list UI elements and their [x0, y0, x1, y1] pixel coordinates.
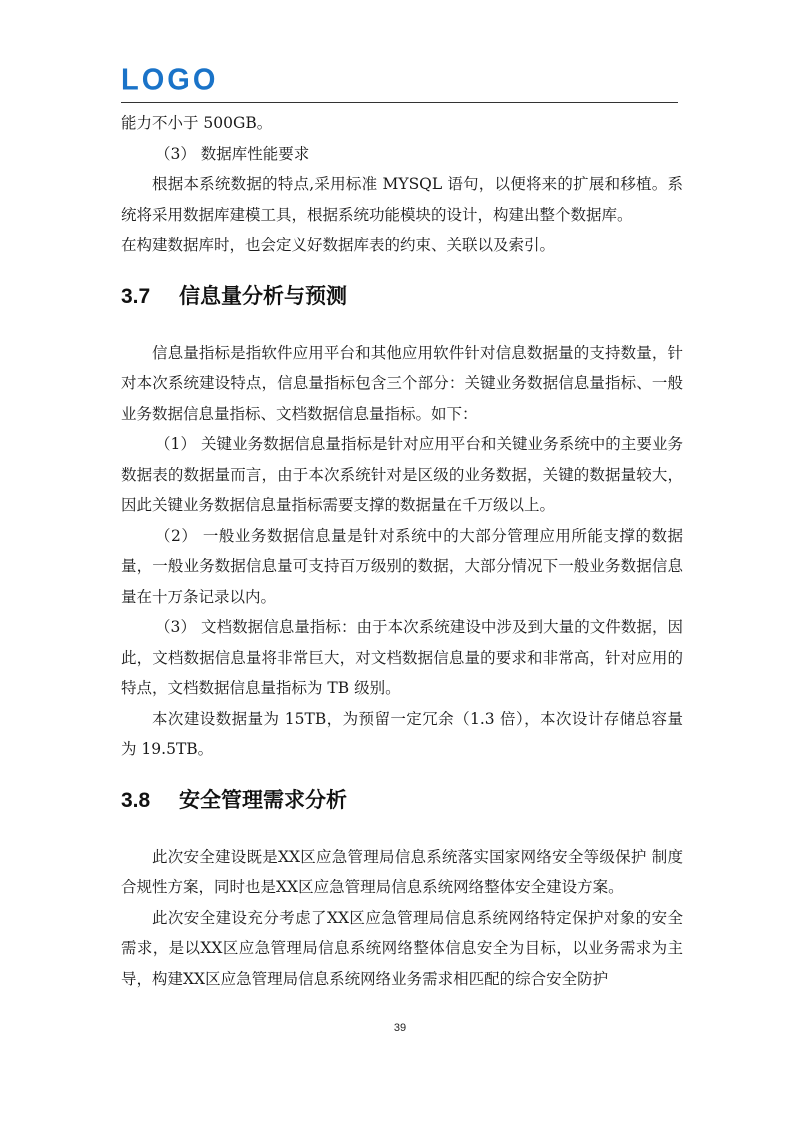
- section-heading-3-7: [121, 283, 683, 311]
- header-divider: [121, 102, 678, 103]
- logo: LOGO: [121, 63, 219, 97]
- paragraph-db-features: 根据本系统数据的特点,采用标准 MYSQL 语句，以便将来的扩展和移植。系统将采用数据库建模工具，根据系统功能模块的设计，构建出整个数据库。: [121, 175, 683, 224]
- paragraph-info-intro: 信息量指标是指软件应用平台和其他应用软件针对信息数据量的支持数量，针对本次系统建设特点，信息量指标包含三个部分：关键业务数据信息量指标、一般业务数据信息量指标、文档数据信息量指标。如下：: [121, 343, 683, 423]
- subheading-db-performance: （3） 数据库性能要求: [155, 144, 310, 163]
- section-title: 安全管理需求分析: [179, 788, 347, 812]
- paragraph-continuation: 能力不小于 500GB。: [121, 114, 273, 132]
- section-title: 信息量分析与预测: [179, 284, 347, 308]
- list-item-document-data: （3） 文档数据信息量指标：由于本次系统建设中涉及到大量的文件数据，因此，文档数据信息量将非常巨大，对文档数据信息量的要求和非常高，针对应用的特点，文档数据信息量指标为 TB 级别。: [121, 618, 683, 697]
- section-heading-3-8: [121, 787, 683, 815]
- paragraph-storage-total: 本次建设数据量为 15TB，为预留一定冗余（1.3 倍），本次设计存储总容量为 19.5TB。: [121, 709, 683, 758]
- document-body: [121, 108, 683, 994]
- paragraph-security-1: 此次安全建设既是XX区应急管理局信息系统落实国家网络安全等级保护 制度合规性方案，同时也是XX区应急管理局信息系统网络整体安全建设方案。: [121, 847, 683, 896]
- section-number: 3.7: [121, 284, 151, 308]
- list-item-general-data: （2） 一般业务数据信息量是针对系统中的大部分管理应用所能支撑的数据量，一般业务数据信息量可支持百万级别的数据，大部分情况下一般业务数据信息量在十万条记录以内。: [121, 526, 683, 606]
- section-number: 3.8: [121, 788, 151, 812]
- paragraph-security-2: 此次安全建设充分考虑了XX区应急管理局信息系统网络特定保护对象的安全需求，是以XX区应急管理局信息系统网络整体信息安全为目标，以业务需求为主导，构建XX区应急管理局信息系统网络业务需求相匹配的综合安全防护: [121, 908, 683, 988]
- page-number: 39: [393, 1022, 407, 1034]
- list-item-key-data: （1） 关键业务数据信息量指标是针对应用平台和关键业务系统中的主要业务数据表的数据量而言，由于本次系统针对是区级的业务数据，关键的数据量较大，因此关键业务数据信息量指标需要支撑的数据量在千万级以上。: [121, 435, 683, 514]
- paragraph-db-constraints: 在构建数据库时，也会定义好数据库表的约束、关联以及索引。: [121, 236, 556, 254]
